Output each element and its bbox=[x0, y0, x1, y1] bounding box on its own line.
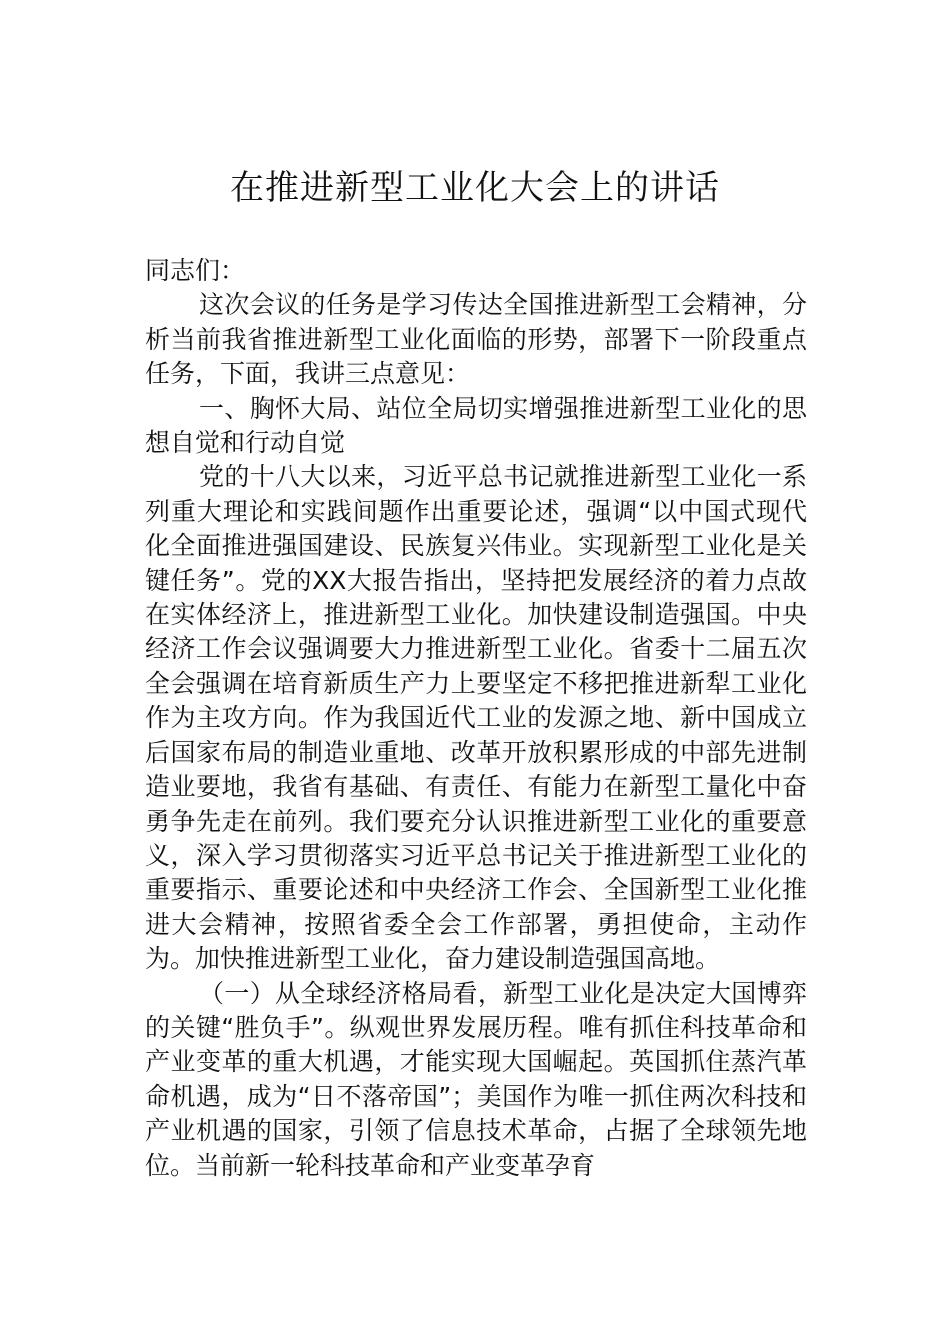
document-title: 在推进新型工业化大会上的讲话 bbox=[230, 168, 720, 208]
document-body bbox=[145, 254, 807, 1183]
intro-paragraph: 这次会议的任务是学习传达全国推进新型工会精神，分析当前我省推进新型工业化面临的形势，部署下一阶段重点任务，下面，我讲三点意见： bbox=[145, 290, 807, 389]
salutation: 同志们： bbox=[145, 256, 246, 285]
subsection-paragraph: （一）从全球经济格局看，新型工业化是决定大国博弈的关键“胜负手”。纵观世界发展历程。唯有抓住科技革命和产业变革的重大机遇，才能实现大国崛起。英国抓住蒸汽革命机遇，成为“日不落帝国”；美国作为唯一抓住两次科技和产业机遇的国家，引领了信息技术革命，占据了全球领先地位。当前新一轮科技革命和产业变革孕育 bbox=[145, 978, 807, 1180]
section-heading: 一、胸怀大局、站位全局切实增强推进新型工业化的思想自觉和行动自觉 bbox=[145, 393, 807, 458]
body-paragraph: 党的十八大以来，习近平总书记就推进新型工业化一系列重大理论和实践间题作出重要论述，强调“以中国式现代化全面推进强国建设、民族复兴伟业。实现新型工业化是关键任务”。党的XX大报告指出，坚持把发展经济的着力点故在实体经济上，推进新型工业化。加快建设制造强国。中央经济工作会议强调要大力推进新型工业化。省委十二届五次全会强调在培育新质生产力上要坚定不移把推进新犁工业化作为主攻方向。作为我国近代工业的发源之地、新中国成立后国家布局的制造业重地、改革开放积累形成的中部先进制造业要地，我省有基础、有责任、有能力在新型工量化中奋勇争先走在前列。我们要充分认识推进新型工业化的重要意义，深入学习贯彻落实习近平总书记关于推进新型工业化的重要指示、重要论述和中央经济工作会、全国新型工业化推进大会精神，按照省委全会工作部署，勇担使命，主动作为。加快推进新型工业化，奋力建设制造强国高地。 bbox=[145, 462, 807, 974]
